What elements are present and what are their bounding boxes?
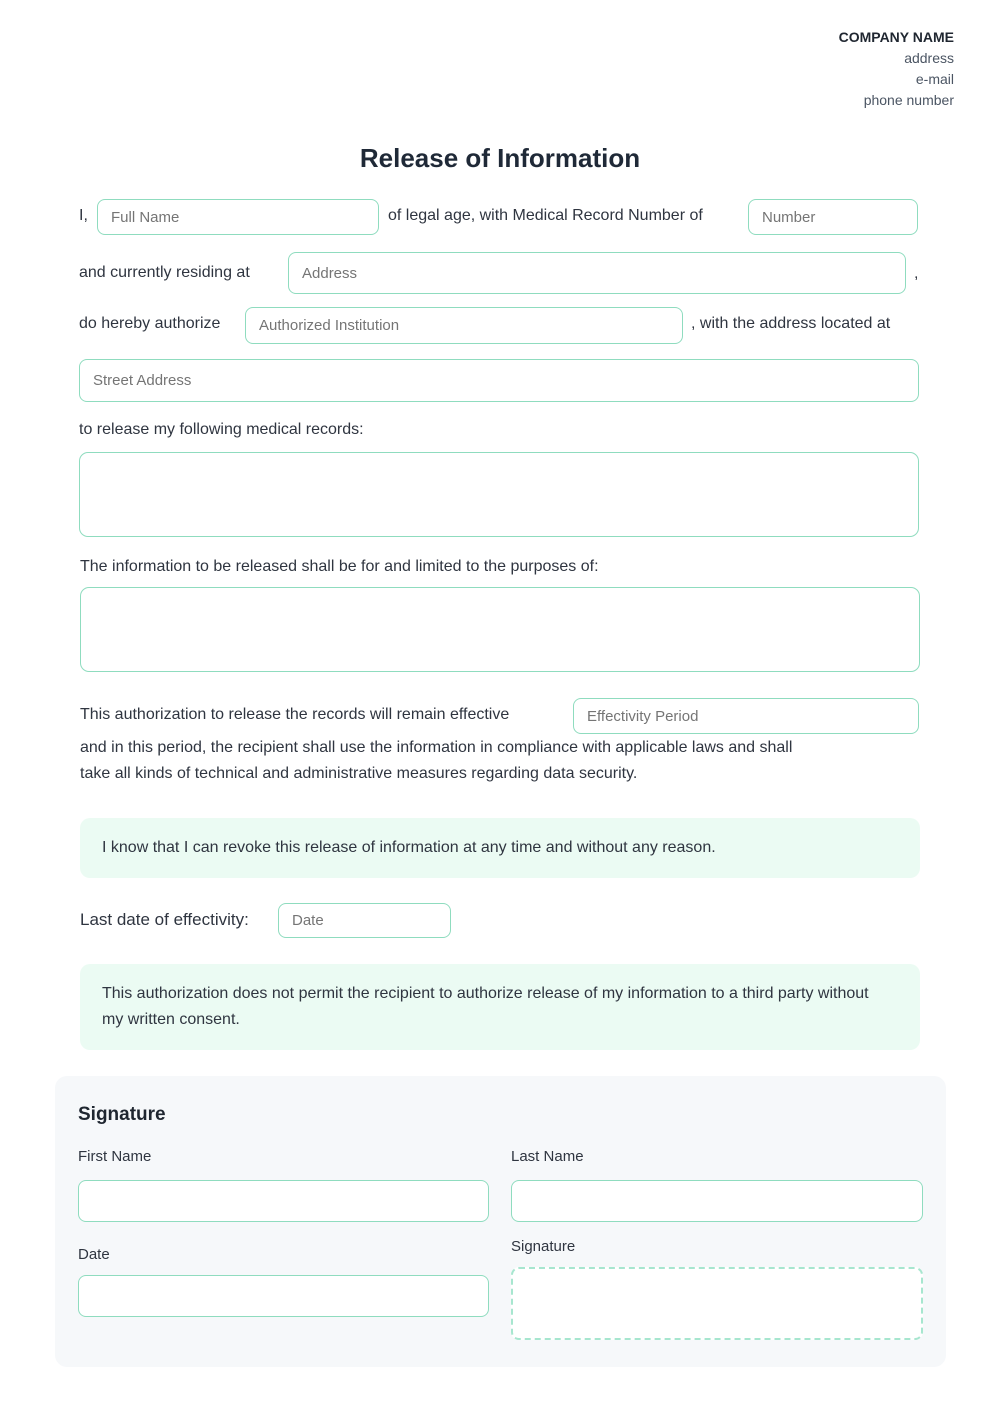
first-name-label: First Name [78, 1148, 152, 1165]
street-address-input[interactable] [79, 359, 919, 402]
release-records-text: to release my following medical records: [79, 421, 364, 438]
revoke-note [80, 818, 920, 878]
signature-date-input[interactable] [78, 1275, 489, 1317]
signature-pad[interactable] [511, 1267, 923, 1340]
full-name-input[interactable] [97, 199, 379, 235]
page-title: Release of Information [359, 143, 641, 173]
last-date-label: Last date of effectivity: [80, 910, 249, 929]
effectivity-period-input[interactable] [573, 698, 919, 734]
consent-note-text: This authorization does not permit the recipient to authorize release of my information to a third party without my written consent. [102, 985, 869, 1028]
signature-label: Signature [511, 1238, 576, 1255]
residing-text: and currently residing at [79, 264, 250, 281]
medical-records-textarea[interactable] [79, 452, 919, 537]
company-name: COMPANY NAME [838, 29, 954, 45]
authorized-institution-input[interactable] [245, 307, 683, 344]
address-located-text: , with the address located at [691, 315, 891, 332]
medical-record-number-input[interactable] [748, 199, 918, 235]
address-input[interactable] [288, 252, 906, 294]
purposes-textarea[interactable] [80, 587, 920, 672]
authorize-text: do hereby authorize [79, 315, 221, 332]
company-phone: phone number [863, 92, 954, 108]
last-date-input[interactable] [278, 903, 451, 938]
i-label: I, [79, 207, 88, 224]
compliance-text-line2: take all kinds of technical and administrative measures regarding data security. [80, 765, 638, 782]
effective-text: This authorization to release the records will remain effective [80, 706, 510, 723]
company-email: e-mail [915, 71, 954, 87]
last-name-input[interactable] [511, 1180, 923, 1222]
last-name-label: Last Name [511, 1148, 584, 1165]
first-name-input[interactable] [78, 1180, 489, 1222]
purposes-text: The information to be released shall be for and limited to the purposes of: [80, 558, 599, 575]
compliance-text-line1: and in this period, the recipient shall use the information in compliance with applicable laws and shall [80, 739, 793, 756]
consent-note [80, 964, 920, 1050]
revoke-note-text: I know that I can revoke this release of information at any time and without any reason. [102, 839, 716, 856]
date-label: Date [78, 1246, 110, 1263]
comma-text: , [914, 265, 919, 282]
legal-age-text: of legal age, with Medical Record Number of [388, 207, 703, 224]
company-address: address [904, 50, 954, 66]
signature-heading: Signature [78, 1104, 166, 1125]
